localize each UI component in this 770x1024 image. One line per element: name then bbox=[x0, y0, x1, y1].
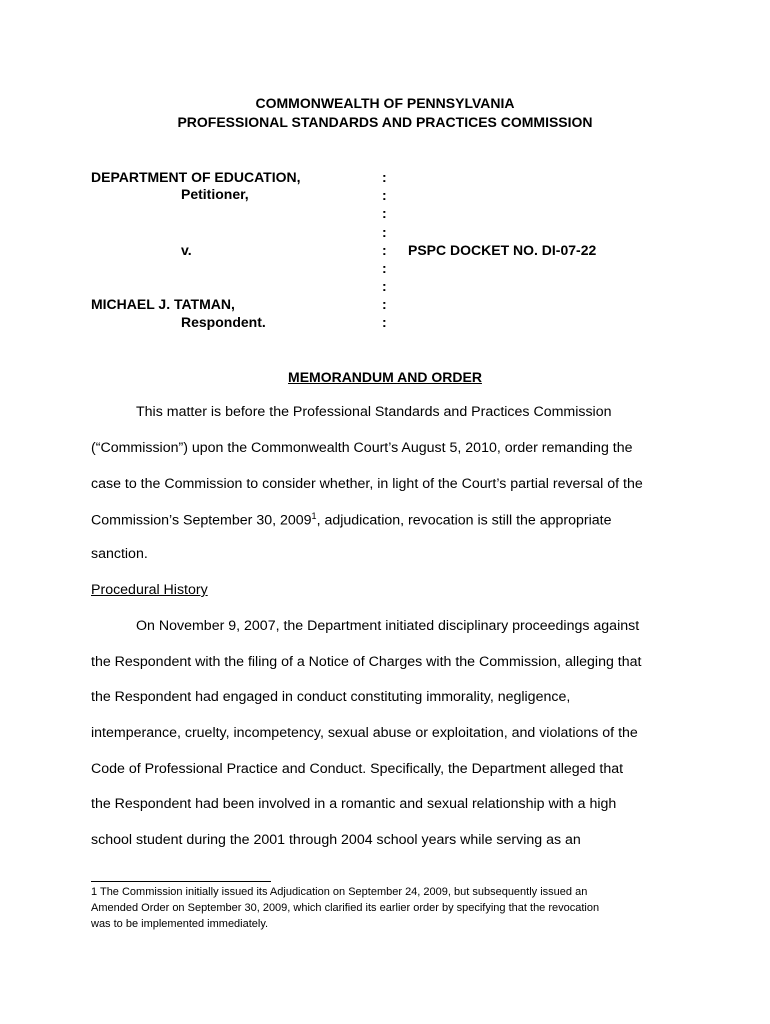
versus: v. bbox=[181, 242, 192, 258]
footnote-ref[interactable]: 1 bbox=[311, 511, 317, 521]
body-line: the Respondent with the filing of a Notice of Charges with the Commission, alleging that bbox=[91, 654, 642, 670]
caption-colon: : bbox=[382, 205, 387, 221]
header-line-1: COMMONWEALTH OF PENNSYLVANIA bbox=[255, 95, 515, 111]
caption-colon: : bbox=[382, 314, 387, 330]
body-line: intemperance, cruelty, incompetency, sexual abuse or exploitation, and violations of the bbox=[91, 725, 638, 741]
body-text: , adjudication, revocation is still the appropriate bbox=[316, 512, 612, 529]
body-line: On November 9, 2007, the Department initiated disciplinary proceedings against bbox=[136, 618, 640, 634]
caption-colon: : bbox=[382, 187, 387, 203]
body-line: Code of Professional Practice and Conduct. Specifically, the Department alleged that bbox=[91, 761, 624, 777]
body-line: sanction. bbox=[91, 546, 148, 562]
header-line-2: PROFESSIONAL STANDARDS AND PRACTICES COMMISSION bbox=[177, 114, 593, 130]
caption-colon: : bbox=[382, 278, 387, 294]
footnote-divider bbox=[91, 881, 271, 882]
footnote-line: was to be implemented immediately. bbox=[91, 918, 269, 930]
respondent-role: Respondent. bbox=[181, 314, 266, 330]
caption-colon: : bbox=[382, 169, 387, 185]
body-line: case to the Commission to consider whether, in light of the Court’s partial reversal of the bbox=[91, 476, 643, 492]
body-line: school student during the 2001 through 2004 school years while serving as an bbox=[91, 832, 581, 848]
body-line-with-footnote-ref bbox=[91, 511, 612, 529]
document-title: MEMORANDUM AND ORDER bbox=[288, 369, 482, 385]
footnote-line: 1 The Commission initially issued its Adjudication on September 24, 2009, but subsequently issued an bbox=[91, 886, 588, 898]
respondent-name: MICHAEL J. TATMAN, bbox=[91, 296, 235, 312]
footnote-line: Amended Order on September 30, 2009, which clarified its earlier order by specifying that the revocation bbox=[91, 902, 600, 914]
body-line: the Respondent had been involved in a romantic and sexual relationship with a high bbox=[91, 796, 617, 812]
body-text: Commission’s September 30, 2009 bbox=[91, 512, 312, 529]
caption-colon: : bbox=[382, 260, 387, 276]
petitioner-name: DEPARTMENT OF EDUCATION, bbox=[91, 169, 301, 185]
body-line: This matter is before the Professional Standards and Practices Commission bbox=[136, 404, 612, 420]
caption-colon: : bbox=[382, 296, 387, 312]
caption-colon: : bbox=[382, 242, 387, 258]
body-line: (“Commission”) upon the Commonwealth Court’s August 5, 2010, order remanding the bbox=[91, 440, 633, 456]
section-heading: Procedural History bbox=[91, 582, 208, 598]
caption-colon: : bbox=[382, 224, 387, 240]
petitioner-role: Petitioner, bbox=[181, 186, 249, 202]
body-line: the Respondent had engaged in conduct constituting immorality, negligence, bbox=[91, 689, 571, 705]
docket-number: PSPC DOCKET NO. DI-07-22 bbox=[408, 242, 597, 258]
